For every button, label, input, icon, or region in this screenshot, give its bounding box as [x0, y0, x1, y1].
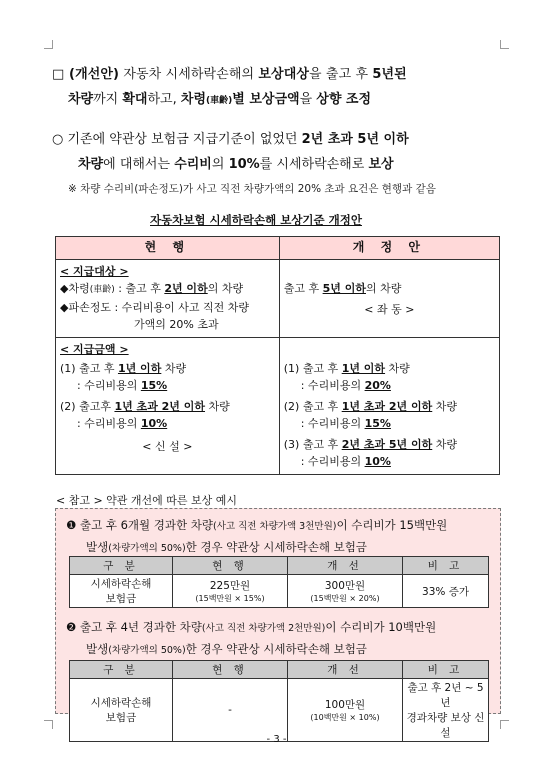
current-target-cell: < 지급대상 > ◆차령(車齡) : 출고 후 2년 이하의 차량 ◆파손정도 : 수리비용이 사고 직전 차량 가액의 20% 초과 — [56, 260, 280, 338]
table-title: 자동차보험 시세하락손해 보상기준 개정안 — [150, 213, 362, 227]
comparison-table — [55, 236, 500, 475]
crop-mark-bottom-left — [44, 720, 53, 729]
revised-amount-cell: (1) 출고 후 1년 이하 차량 : 수리비용의 20% (2) 출고 후 1년 초과 2년 이하 차량 : 수리비용의 15% (3) 출고 후 2년 초과 5년 이하 차량 : 수리비용의 10% — [279, 338, 499, 475]
example-1: ❶ 출고 후 6개월 경과한 차량(사고 직전 차량가액 3천만원)이 수리비가 15백만원 발생(차량가액의 50%)한 경우 약관상 시세하락손해 보험금 — [66, 518, 448, 554]
reference-title: < 참고 > 약관 개선에 따른 보상 예시 — [56, 494, 238, 507]
crop-mark-top-left — [44, 40, 53, 49]
current-amount-cell: < 지급금액 > (1) 출고 후 1년 이하 차량 : 수리비용의 15% (2) 출고후 1년 초과 2년 이하 차량 : 수리비용의 10% < 신 설 > — [56, 338, 280, 475]
sub-bullet-line2: 차량에 대해서는 수리비의 10%를 시세하락손해로 보상 — [78, 157, 394, 172]
example-2-table: 구 분 현 행 개 선 비 고 시세하락손해 보험금 - 100만원 (10백만원 × 10%) 출고 후 2년 ~ 5년 경과차량 보상 신설 — [69, 660, 489, 742]
crop-mark-bottom-right — [500, 720, 509, 729]
table-row: 시세하락손해 보험금 225만원 (15백만원 × 15%) 300만원 (15백만원 × 20%) 33% 증가 — [70, 575, 489, 608]
table-row: 시세하락손해 보험금 - 100만원 (10백만원 × 10%) 출고 후 2년 ~ 5년 경과차량 보상 신설 — [70, 679, 489, 742]
revised-target-cell: 출고 후 5년 이하의 차량 < 좌 동 > — [279, 260, 499, 338]
example-1-table: 구 분 현 행 개 선 비 고 시세하락손해 보험금 225만원 (15백만원 × 15%) 300만원 (15백만원 × 20%) 33% 증가 — [69, 556, 489, 608]
square-bullet-icon: □ — [52, 67, 65, 82]
circle-bullet-icon: ○ — [52, 132, 64, 147]
col-header-revised: 개 정 안 — [279, 237, 499, 260]
example-2: ❷ 출고 후 4년 경과한 차량(사고 직전 차량가액 2천만원)이 수리비가 10백만원 발생(차량가액의 50%)한 경우 약관상 시세하락손해 보험금 — [66, 620, 437, 656]
col-header-current: 현 행 — [56, 237, 280, 260]
crop-mark-top-right — [500, 40, 509, 49]
sub-bullet: ○ 기존에 약관상 보험금 지급기준이 없었던 2년 초과 5년 이하 — [52, 132, 409, 147]
page-number: - 3 - — [266, 734, 287, 745]
headline-bullet: □ (개선안) 자동차 시세하락손해의 보상대상을 출고 후 5년된 — [52, 67, 407, 82]
headline-bullet-line2: 차량까지 확대하고, 차령(車齡)별 보상금액을 상향 조정 — [68, 92, 372, 107]
footnote: ※ 차량 수리비(파손정도)가 사고 직전 차량가액의 20% 초과 요건은 현행과 같음 — [68, 183, 436, 195]
